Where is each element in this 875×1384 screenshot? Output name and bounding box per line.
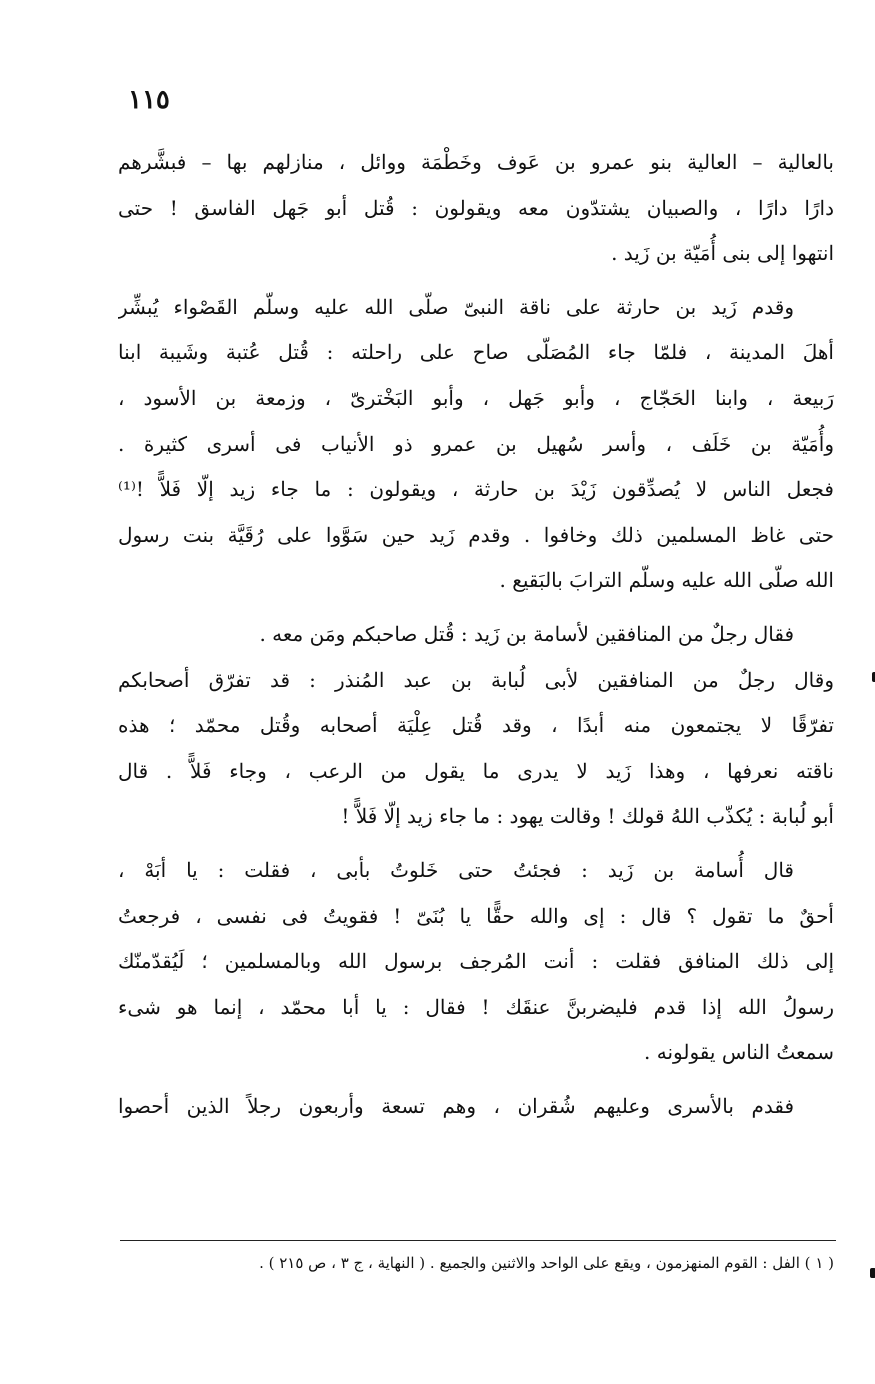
text-line: الله صلّى الله عليه وسلّم الترابَ بالبَقيع . <box>499 568 834 593</box>
text-line: فقال رجلٌ من المنافقين لأسامة بن زَيد : قُتل صاحبكم ومَن معه . <box>259 621 794 646</box>
text-line: أبو لُبابة : يُكذّب اللهُ قولك ! وقالت يهود : ما جاء زيد إلّا فَلاًّ ! <box>341 804 834 829</box>
text-line: قال أُسامة بن زَيد : فجئتُ حتى خَلوتُ بأبى ، فقلت : يا أبَهْ ، <box>118 857 794 882</box>
text-line: تفرّقًا لا يجتمعون منه أبدًا ، وقد قُتل عِلْيَة أصحابه وقُتل محمّد ؛ هذه <box>118 713 834 738</box>
text-line: ناقته نعرفها ، وهذا زَيد لا يدرى ما يقول من الرعب ، وجاء فَلاًّ . قال <box>118 758 834 783</box>
page-number: ١١٥ <box>128 85 170 115</box>
text-line: فقدم بالأسرى وعليهم شُقران ، وهم تسعة وأربعون رجلاً الذين أحصوا <box>118 1093 794 1118</box>
text-line: حتى غاظ المسلمين ذلك وخافوا . وقدم زَيد حين سَوَّوا على رُقَيَّة بنت رسول <box>118 522 834 547</box>
text-line: رَبيعة ، وابنا الحَجّاج ، وأبو جَهل ، وأبو البَخْترىّ ، وزمعة بن الأسود ، <box>118 385 834 410</box>
text-line: انتهوا إلى بنى أُمَيّة بن زَيد . <box>611 241 834 266</box>
text-line: أهلَ المدينة ، فلمّا جاء المُصَلّى صاح على راحلته : قُتل عُتبة وشَيبة ابنا <box>118 340 834 365</box>
main-text <box>118 140 834 1129</box>
text-line: إلى ذلك المنافق فقلت : أنت المُرجف برسول الله وبالمسلمين ؛ لَيُقدّمنّك <box>118 949 834 974</box>
text-line: فجعل الناس لا يُصدِّقون زَيْدَ بن حارثة ، ويقولون : ما جاء زيد إلّا فَلاًّ !⁽¹⁾ <box>118 477 834 502</box>
text-line: رسولُ الله إذا قدم فليضربنَّ عنقَك ! فقال : يا أبا محمّد ، إنما هو شىء <box>118 994 834 1019</box>
footnote-divider <box>120 1240 836 1241</box>
text-line: وقال رجلٌ من المنافقين لأبى لُبابة بن عبد المُنذر : قد تفرّق أصحابكم <box>118 667 834 692</box>
text-line: دارًا دارًا ، والصبيان يشتدّون معه ويقولون : قُتل أبو جَهل الفاسق ! حتى <box>118 195 834 220</box>
scan-edge-mark <box>870 1268 875 1278</box>
text-line: سمعتُ الناس يقولونه . <box>644 1040 834 1065</box>
footnote: ( ١ ) الفل : القوم المنهزمون ، ويقع على الواحد والاثنين والجميع . ( النهاية ، ج ٣ ، ص ٢١٥ ) . <box>259 1254 834 1272</box>
text-line: بالعالية – العالية بنو عمرو بن عَوف وخَطْمَة ووائل ، منازلهم بها – فبشَّرهم <box>118 150 834 174</box>
text-line: وقدم زَيد بن حارثة على ناقة النبىّ صلّى الله عليه وسلّم القَصْواء يُبشِّر <box>118 294 794 319</box>
text-line: أحقٌ ما تقول ؟ قال : إى والله حقًّا يا بُنَىّ ! فقويتُ فى نفسى ، فرجعتُ <box>118 903 834 928</box>
text-line: وأُمَيّة بن خَلَف ، وأسر سُهيل بن عمرو ذو الأنياب فى أسرى كثيرة . <box>118 431 834 456</box>
